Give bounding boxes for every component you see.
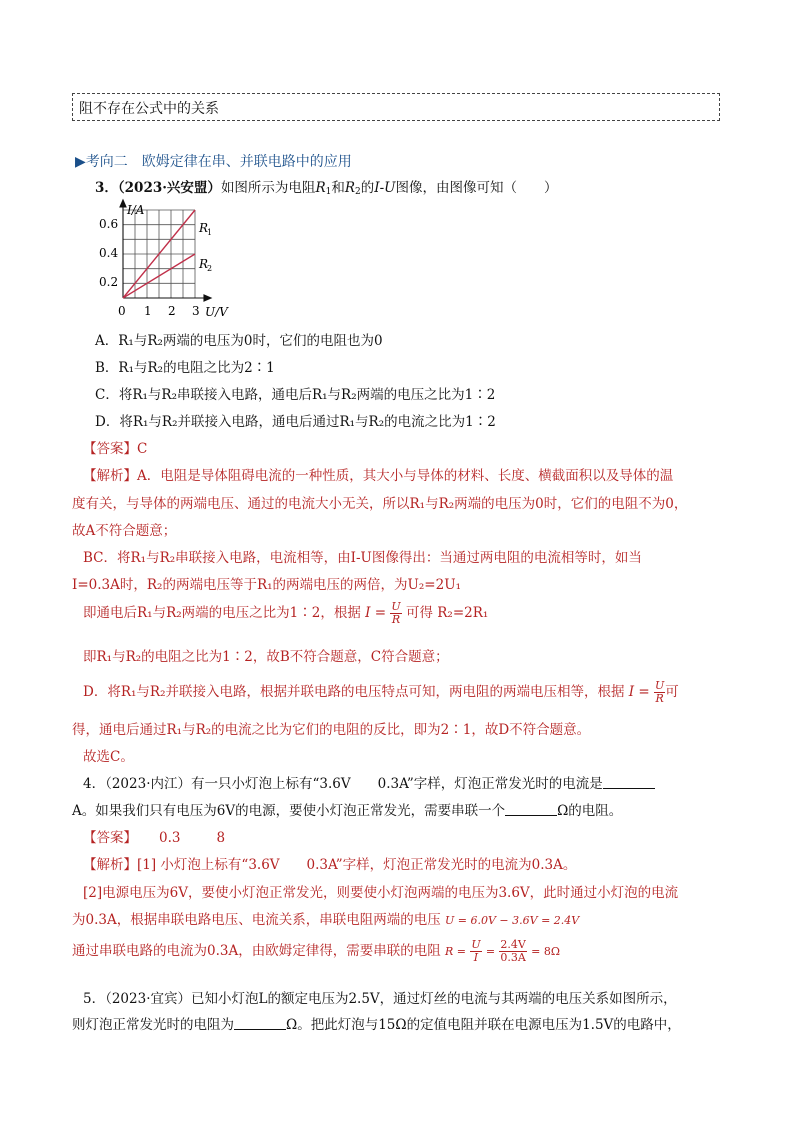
analysis-text: 通过串联电路的电流为0.3A，由欧姆定律得，需要串联的电阻 <box>72 943 441 959</box>
q3-analysis-line: 故A不符合题意； <box>72 523 177 539</box>
q3-stem-part: 的 <box>360 180 375 196</box>
r1-line-sub: 1 <box>207 228 213 237</box>
y-tick: 0.2 <box>99 275 119 289</box>
q3-analysis-line: I=0.3A时，R₂的两端电压等于R₁的两端电压的两倍，为U₂=2U₁ <box>72 577 461 593</box>
ohm-formula: I = <box>365 605 387 621</box>
ohm-fraction: $\frac{U}{R}$ <box>391 600 401 626</box>
q4-analysis-line: [2]电源电压为6V，要使小灯泡正常发光，则要使小灯泡两端的电压为3.6V，此时通过小灯泡的电流 <box>83 885 679 901</box>
q5-text: Ω。把此灯泡与15Ω的定值电阻并联在电源电压为1.5V的电路中， <box>286 1017 681 1033</box>
r2-line-label: R <box>199 257 209 271</box>
q4-text: A。如果我们只有电压为6V的电源，要使小灯泡正常发光，需要串联一个 <box>72 803 506 819</box>
analysis-label: 【解析】 <box>83 468 137 484</box>
q3-number: 3． <box>95 180 118 196</box>
q5-stem-line: 5．（2023·宜宾）已知小灯泡L的额定电压为2.5V，通过灯丝的电流与其两端的电压关系如图所示， <box>83 991 677 1007</box>
q3-analysis-line: 得，通电后通过R₁与R₂的电流之比为它们的电阻的反比，即为2∶1，故D不符合题意。 <box>72 722 591 738</box>
q4-blank-2[interactable] <box>505 803 557 816</box>
q3-analysis-line: 即R₁与R₂的电阻之比为1∶2，故B不符合题意，C符合题意； <box>83 649 449 665</box>
x-axis-label: U/V <box>205 305 228 319</box>
r2-line-sub: 2 <box>207 264 213 273</box>
q3-stem-part: 和 <box>331 180 345 196</box>
resistance-formula-rhs: = 8Ω <box>531 945 560 958</box>
analysis-text: A．电阻是导体阻碍电流的一种性质，其大小与导体的材料、长度、横截面积以及导体的温 <box>137 468 674 484</box>
q4-stem-line <box>83 772 655 792</box>
q3-source: （2023·兴安盟） <box>117 180 221 196</box>
q3-stem-part: 如图所示为电阻 <box>220 180 316 196</box>
q3-analysis-line <box>83 464 673 484</box>
x-tick: 0 <box>118 304 126 318</box>
analysis-text: 可 <box>665 684 679 700</box>
q4-analysis-line <box>72 908 579 928</box>
iu-graph <box>95 198 270 323</box>
q3-answer <box>83 437 147 457</box>
analysis-text: 为0.3A，根据串联电路电压、电流关系，串联电阻两端的电压 <box>72 912 441 928</box>
ohm-fraction: $\frac{U}{R}$ <box>655 679 665 705</box>
analysis-text: 即通电后R₁与R₂两端的电压之比为1∶2，根据 <box>83 605 361 621</box>
analysis-label: 【解析】 <box>83 857 137 873</box>
x-tick: 3 <box>192 304 200 318</box>
resistance-formula-lhs: R = <box>445 945 467 958</box>
x-tick: 1 <box>144 304 152 318</box>
option-d: D．将R₁与R₂并联接入电路，通电后通过R₁与R₂的电流之比为1∶2 <box>95 414 496 430</box>
ohm-formula: I = <box>628 684 650 700</box>
q4-analysis-line <box>83 853 576 873</box>
q4-text: Ω的电阻。 <box>557 803 623 819</box>
q4-stem-line <box>72 799 622 819</box>
q3-analysis-line: 度有关，与导体的两端电压、通过的电流大小无关，所以R₁与R₂两端的电压为0时，它们的电阻不为0， <box>72 496 688 512</box>
section-heading: ▶考向二 欧姆定律在串、并联电路中的应用 <box>75 154 352 170</box>
q3-r1: R <box>315 180 326 196</box>
x-tick: 2 <box>168 304 176 318</box>
q4-blank-1[interactable] <box>603 776 655 789</box>
q3-stem <box>95 176 558 197</box>
q4-answer <box>83 826 225 846</box>
q3-iu: I-U <box>374 180 396 196</box>
q3-r1-sub: 1 <box>325 187 332 197</box>
answer-label: 【答案】 <box>83 441 137 457</box>
q3-analysis-line <box>83 680 679 705</box>
answer-label: 【答案】 <box>83 830 137 846</box>
analysis-text: D．将R₁与R₂并联接入电路，根据并联电路的电压特点可知，两电阻的两端电压相等，根据 <box>83 684 625 700</box>
analysis-text: 可得 R₂=2R₁ <box>405 605 489 621</box>
option-b: B．R₁与R₂的电阻之比为2∶1 <box>95 360 275 376</box>
q4-text: 4．（2023·内江）有一只小灯泡上标有“3.6V 0.3A”字样，灯泡正常发光时的电流是 <box>83 776 603 792</box>
y-axis-label: I/A <box>127 203 145 217</box>
resistance-fraction-1: $\frac{U}{I}$ <box>471 938 481 964</box>
option-c: C．将R₁与R₂串联接入电路，通电后R₁与R₂两端的电压之比为1∶2 <box>95 387 496 403</box>
q3-stem-part: 图像，由图像可知（ ） <box>395 180 558 196</box>
q5-text: 则灯泡正常发光时的电阻为 <box>72 1017 234 1033</box>
q3-analysis-line: 故选C。 <box>83 749 134 765</box>
y-tick: 0.4 <box>99 246 119 260</box>
q3-r2-sub: 2 <box>355 187 361 197</box>
q3-analysis-line <box>83 601 488 626</box>
note-box-text: 阻不存在公式中的关系 <box>79 101 219 117</box>
q3-analysis-line: BC．将R₁与R₂串联接入电路，电流相等，由I-U图像得出：当通过两电阻的电流相等时，如当 <box>83 550 642 566</box>
analysis-text: [1] 小灯泡上标有“3.6V 0.3A”字样，灯泡正常发光时的电流为0.3A。 <box>137 857 577 873</box>
voltage-formula: U = 6.0V − 3.6V = 2.4V <box>445 914 580 927</box>
q4-analysis-line: 通过串联电路的电流为0.3A，由欧姆定律得，需要串联的电阻 R = $\frac{U}{I}$ = $\frac{2.4V}{0.3A}$ = 8Ω <box>72 938 560 964</box>
q5-blank-1[interactable] <box>234 1017 286 1030</box>
r1-line-label: R <box>199 221 209 235</box>
note-box <box>72 93 720 121</box>
answer-value-1: 0.3 <box>159 830 181 846</box>
q3-r2: R <box>344 180 356 196</box>
answer-value: C <box>137 441 148 457</box>
answer-value-2: 8 <box>216 830 226 846</box>
q5-stem-line <box>72 1013 681 1033</box>
resistance-fraction-2: $\frac{2.4V}{0.3A}$ <box>500 938 526 964</box>
option-a: A．R₁与R₂两端的电压为0时，它们的电阻也为0 <box>95 333 383 349</box>
y-tick: 0.6 <box>99 217 119 231</box>
